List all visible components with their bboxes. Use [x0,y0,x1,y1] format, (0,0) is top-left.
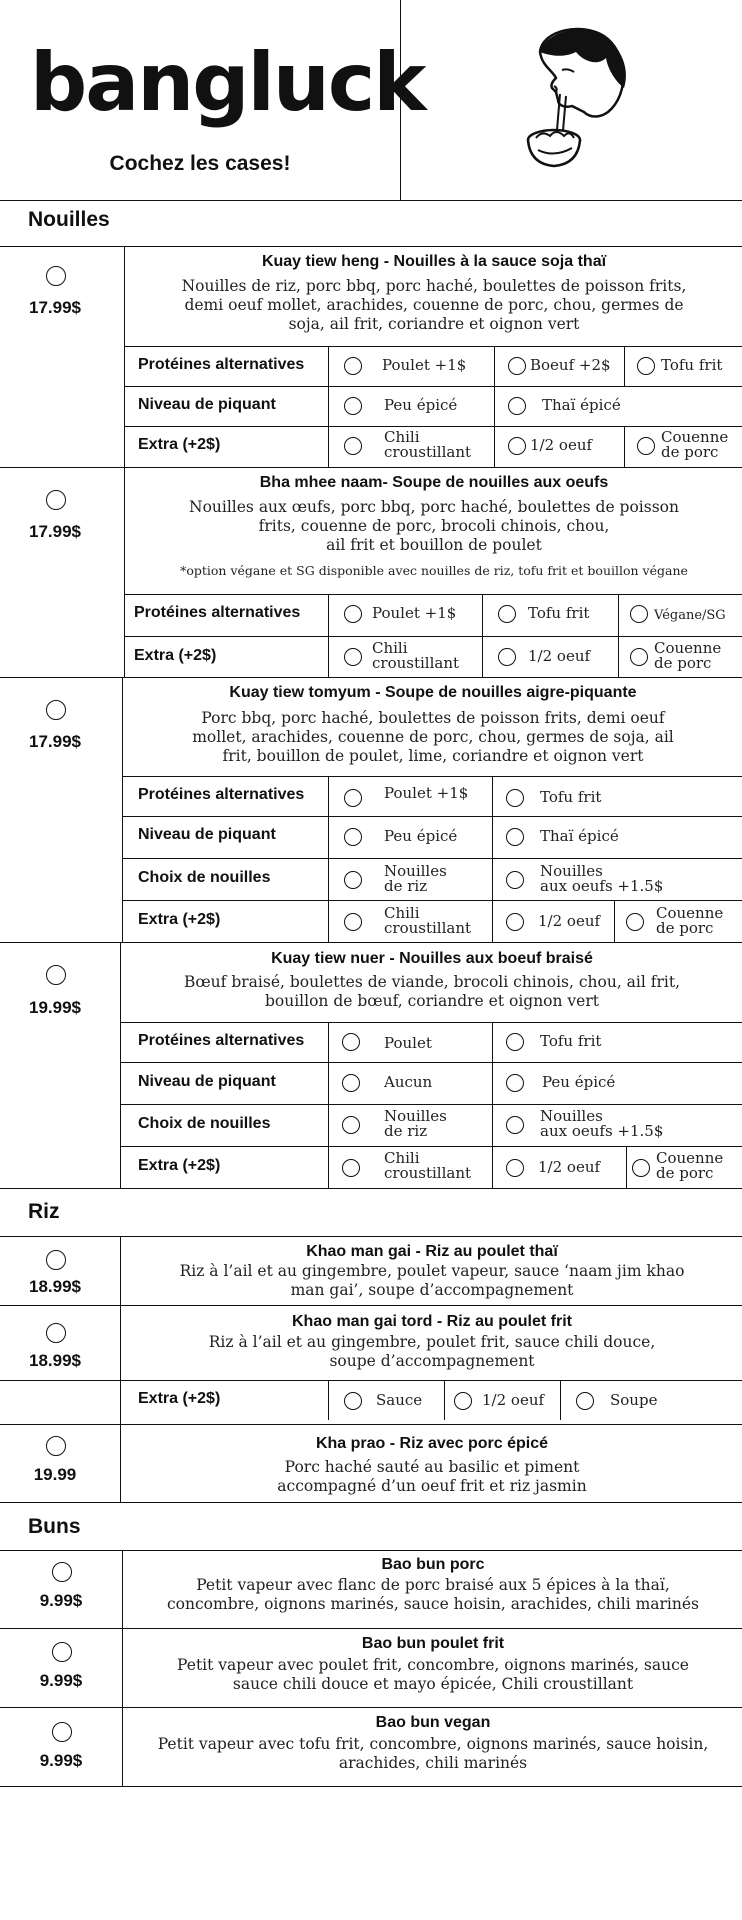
desc-tomyum: Porc bbq, porc haché, boulettes de poisson frits, demi oeuf mollet, arachides, couenne de porc, chou, germes de soja, ail frit, bouillon de poulet, lime, coriandre et oignon vert [192,709,674,765]
price-baoporc: 9.99$ [39,1591,83,1610]
option-label: Poulet +1$ [372,604,457,622]
divider [0,1786,742,1787]
option-label: Sauce [376,1391,423,1409]
option-label: Thaï épicé [542,396,621,414]
option-label: Tofu frit [661,356,723,374]
label-extra: Extra (+2$) [138,1390,221,1407]
desc-baovegan: Petit vapeur avec tofu frit, concombre, oignons marinés, sauce hoisin, arachides, chili marinés [157,1735,709,1772]
divider [0,1502,742,1503]
select-checkbox-heng[interactable] [46,266,66,286]
divider [122,816,742,817]
select-checkbox-baovegan[interactable] [52,1722,72,1742]
option-checkbox[interactable] [630,648,648,666]
divider [122,776,742,777]
divider [0,1628,742,1629]
option-label: Poulet +1$ [384,784,469,802]
title-nuer: Kuay tiew nuer - Nouilles aux boeuf braisé [271,950,593,967]
option-label: Tofu frit [540,1032,602,1050]
desc-bha: Nouilles aux œufs, porc bbq, porc haché, boulettes de poisson frits, couenne de porc, brocoli chinois, chou, ail frit et bouillon de poulet [189,498,679,554]
divider [328,776,329,942]
option-label: 1/2 oeuf [538,1158,601,1176]
option-label: Nouilles de riz [384,862,447,895]
label-extra: Extra (+2$) [138,911,221,928]
label-spice: Niveau de piquant [138,396,276,413]
divider [120,1022,742,1023]
divider [482,594,483,677]
select-checkbox-bha[interactable] [46,490,66,510]
option-checkbox[interactable] [342,1116,360,1134]
divider [122,858,742,859]
title-baoporc: Bao bun porc [381,1556,485,1573]
divider [0,246,742,247]
label-noodle-choice: Choix de nouilles [138,869,271,886]
option-checkbox[interactable] [506,1116,524,1134]
option-label: Nouilles aux oeufs +1.5$ [540,862,664,895]
divider [624,426,625,467]
option-label: Tofu frit [528,604,590,622]
option-label: Tofu frit [540,788,602,806]
title-khaprao: Kha prao - Riz avec porc épicé [315,1435,549,1452]
option-label: Couenne de porc [654,639,722,672]
divider [624,346,625,386]
divider [124,594,742,595]
divider [0,1707,742,1708]
option-label: Couenne de porc [656,904,724,937]
option-checkbox[interactable] [498,605,516,623]
brand-logo: bangluck [30,36,425,129]
option-label: Soupe [610,1391,658,1409]
option-checkbox[interactable] [342,1159,360,1177]
option-checkbox[interactable] [626,913,644,931]
option-checkbox[interactable] [344,828,362,846]
label-proteins: Protéines alternatives [138,356,305,373]
label-extra: Extra (+2$) [138,1157,221,1174]
option-label: Nouilles de riz [384,1107,447,1140]
divider [0,1188,742,1189]
label-extra: Extra (+2$) [134,647,217,664]
divider [124,346,742,347]
price-baopoulet: 9.99$ [39,1671,83,1690]
option-label: Poulet [384,1034,432,1052]
divider [444,1380,445,1420]
label-extra: Extra (+2$) [138,436,221,453]
title-tomyum: Kuay tiew tomyum - Soupe de nouilles aigre-piquante [229,684,637,701]
label-spice: Niveau de piquant [138,826,276,843]
option-checkbox[interactable] [344,437,362,455]
option-checkbox[interactable] [344,397,362,415]
divider [120,1146,742,1147]
option-label: 1/2 oeuf [482,1391,545,1409]
select-checkbox-tomyum[interactable] [46,700,66,720]
desc-baopoulet: Petit vapeur avec poulet frit, concombre, oignons marinés, sauce sauce chili douce et mayo épicée, Chili croustillant [177,1656,689,1693]
desc-baoporc: Petit vapeur avec flanc de porc braisé aux 5 épices à la thaï, concombre, oignons marinés, sauce hoisin, arachides, chili marinés [167,1576,699,1613]
divider [0,1380,742,1381]
divider [0,200,742,201]
label-proteins: Protéines alternatives [134,604,301,621]
option-checkbox[interactable] [342,1033,360,1051]
title-bha: Bha mhee naam- Soupe de nouilles aux oeufs [259,474,609,491]
divider [618,594,619,677]
option-label: Peu épicé [542,1073,616,1091]
desc-khaprao: Porc haché sauté au basilic et piment accompagné d’un oeuf frit et riz jasmin [277,1458,587,1495]
desc-khaomangaitord: Riz à l’ail et au gingembre, poulet frit, sauce chili douce, soupe d’accompagnement [208,1333,656,1370]
divider [614,900,615,942]
select-checkbox-nuer[interactable] [46,965,66,985]
divider [494,346,495,467]
price-khaomangai: 18.99$ [29,1277,81,1296]
divider [124,386,742,387]
option-checkbox[interactable] [576,1392,594,1410]
desc-nuer: Bœuf braisé, boulettes de viande, brocoli chinois, chou, ail frit, bouillon de bœuf, coriandre et oignon vert [183,973,681,1010]
section-title-noodles: Nouilles [28,208,110,231]
option-checkbox[interactable] [506,1074,524,1092]
section-title-buns: Buns [28,1515,81,1538]
divider [0,1305,742,1306]
option-checkbox[interactable] [506,1033,524,1051]
page-tagline: Cochez les cases! [109,152,291,175]
label-noodle-choice: Choix de nouilles [138,1115,271,1132]
price-bha: 17.99$ [29,522,81,541]
divider [0,1236,742,1237]
section-title-rice: Riz [28,1200,60,1223]
option-checkbox[interactable] [637,437,655,455]
option-label: 1/2 oeuf [530,436,593,454]
option-checkbox[interactable] [498,648,516,666]
option-label: Chili croustillant [372,639,460,672]
price-khaomangaitord: 18.99$ [29,1351,81,1370]
option-label: Chili croustillant [384,1149,472,1182]
option-checkbox[interactable] [506,913,524,931]
title-baovegan: Bao bun vegan [375,1714,491,1731]
header-divider [400,0,401,200]
option-label: Aucun [384,1073,433,1091]
divider [328,346,329,467]
select-checkbox-khaomangaitord[interactable] [46,1323,66,1343]
divider [0,1424,742,1425]
price-nuer: 19.99$ [29,998,81,1017]
desc-khaomangai: Riz à l’ail et au gingembre, poulet vapeur, sauce ‘naam jim khao man gai’, soupe d’accompagnement [179,1262,685,1299]
divider [122,1550,123,1786]
divider [626,1146,627,1188]
option-label: Chili croustillant [384,428,472,461]
option-checkbox[interactable] [506,871,524,889]
divider [492,776,493,942]
label-proteins: Protéines alternatives [138,1032,305,1049]
divider [328,1022,329,1188]
select-checkbox-khaprao[interactable] [46,1436,66,1456]
divider [122,900,742,901]
title-baopoulet: Bao bun poulet frit [361,1635,505,1652]
option-checkbox[interactable] [508,397,526,415]
divider [120,1062,742,1063]
option-checkbox[interactable] [637,357,655,375]
option-checkbox[interactable] [506,828,524,846]
option-checkbox[interactable] [344,648,362,666]
option-label: 1/2 oeuf [528,647,591,665]
label-proteins: Protéines alternatives [138,786,305,803]
title-khaomangaitord: Khao man gai tord - Riz au poulet frit [292,1313,572,1330]
option-label: Couenne de porc [661,428,729,461]
option-label: Thaï épicé [540,827,619,845]
option-label: Poulet +1$ [382,356,467,374]
select-checkbox-baopoulet[interactable] [52,1642,72,1662]
divider [120,1104,742,1105]
option-label: Couenne de porc [656,1149,724,1182]
title-khaomangai: Khao man gai - Riz au poulet thaï [306,1243,558,1260]
noodle-eater-illustration [512,22,638,172]
divider [120,942,121,1188]
title-heng: Kuay tiew heng - Nouilles à la sauce soja thaï [261,253,607,270]
divider [0,942,742,943]
price-tomyum: 17.99$ [29,732,81,751]
label-spice: Niveau de piquant [138,1073,276,1090]
option-checkbox[interactable] [630,605,648,623]
option-label: Végane/SG [654,608,726,623]
option-checkbox[interactable] [508,437,526,455]
divider [124,246,125,468]
option-checkbox[interactable] [344,357,362,375]
option-label: Peu épicé [384,827,458,845]
note-bha: *option végane et SG disponible avec nouilles de riz, tofu frit et bouillon végane [180,563,688,578]
divider [492,1022,493,1188]
divider [120,1236,121,1502]
divider [0,467,742,468]
option-label: Nouilles aux oeufs +1.5$ [540,1107,664,1140]
desc-heng: Nouilles de riz, porc bbq, porc haché, boulettes de poisson frits, demi oeuf mollet, arachides, couenne de porc, chou, germes de soja, ail frit, coriandre et oignon vert [181,277,687,333]
price-heng: 17.99$ [29,298,81,317]
option-label: Peu épicé [384,396,458,414]
option-label: 1/2 oeuf [538,912,601,930]
divider [122,677,123,942]
option-label: Chili croustillant [384,904,472,937]
option-checkbox[interactable] [344,789,362,807]
option-checkbox[interactable] [344,605,362,623]
select-checkbox-baoporc[interactable] [52,1562,72,1582]
divider [124,426,742,427]
divider [0,1550,742,1551]
option-checkbox[interactable] [506,789,524,807]
divider [124,467,125,677]
divider [124,636,742,637]
option-checkbox[interactable] [632,1159,650,1177]
divider [328,594,329,677]
select-checkbox-khaomangai[interactable] [46,1250,66,1270]
divider [328,1380,329,1420]
price-khaprao: 19.99 [33,1465,77,1484]
option-checkbox[interactable] [508,357,526,375]
option-checkbox[interactable] [454,1392,472,1410]
option-checkbox[interactable] [342,1074,360,1092]
option-checkbox[interactable] [344,1392,362,1410]
price-baovegan: 9.99$ [39,1751,83,1770]
divider [0,677,742,678]
option-checkbox[interactable] [344,913,362,931]
option-checkbox[interactable] [506,1159,524,1177]
divider [560,1380,561,1420]
option-label: Boeuf +2$ [530,356,611,374]
option-checkbox[interactable] [344,871,362,889]
